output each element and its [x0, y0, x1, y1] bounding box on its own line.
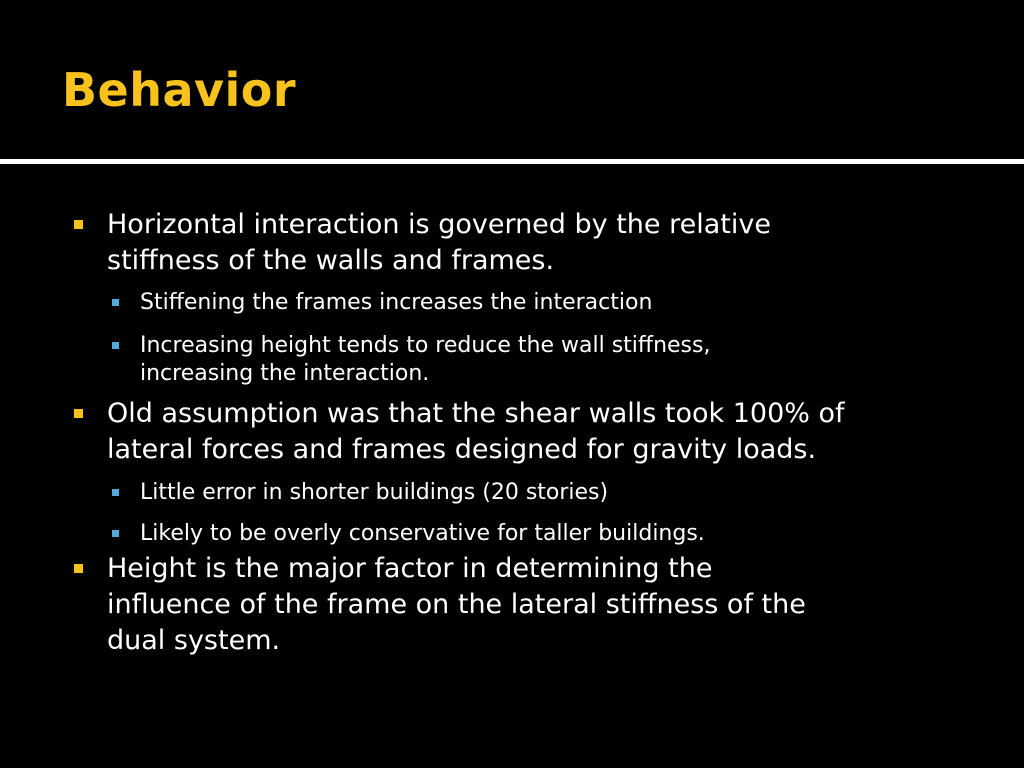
sub-bullet-square-icon [112, 299, 119, 306]
sub-bullet-item [140, 518, 1000, 550]
sub-bullet-text: Likely to be overly conservative for taller buildings. [140, 521, 705, 546]
sub-bullet-square-icon [112, 342, 119, 349]
bullet-text: Height is the major factor in determining the [107, 553, 713, 584]
bullet-text: dual system. [107, 625, 281, 656]
bullet-item [107, 551, 987, 659]
sub-bullet-item [140, 287, 1000, 319]
bullet-item [107, 207, 987, 279]
bullet-text: Horizontal interaction is governed by the relative [107, 209, 771, 240]
bullet-text: lateral forces and frames designed for gravity loads. [107, 434, 817, 465]
bullet-square-icon [74, 220, 83, 229]
bullet-text: stiffness of the walls and frames. [107, 245, 555, 276]
sub-bullet-item [140, 477, 1000, 509]
sub-bullet-text: Increasing height tends to reduce the wall stiffness, [140, 333, 711, 358]
bullet-text: Old assumption was that the shear walls took 100% of [107, 398, 845, 429]
sub-bullet-square-icon [112, 489, 119, 496]
sub-bullet-square-icon [112, 530, 119, 537]
title-divider [0, 159, 1024, 164]
sub-bullet-text: Little error in shorter buildings (20 stories) [140, 480, 609, 505]
bullet-square-icon [74, 564, 83, 573]
sub-bullet-item [140, 330, 1000, 390]
bullet-text: influence of the frame on the lateral stiffness of the [107, 589, 806, 620]
sub-bullet-text: Stiffening the frames increases the interaction [140, 290, 653, 315]
slide-title: Behavior [62, 63, 297, 117]
bullet-square-icon [74, 409, 83, 418]
bullet-item [107, 396, 987, 468]
sub-bullet-text: increasing the interaction. [140, 361, 430, 386]
